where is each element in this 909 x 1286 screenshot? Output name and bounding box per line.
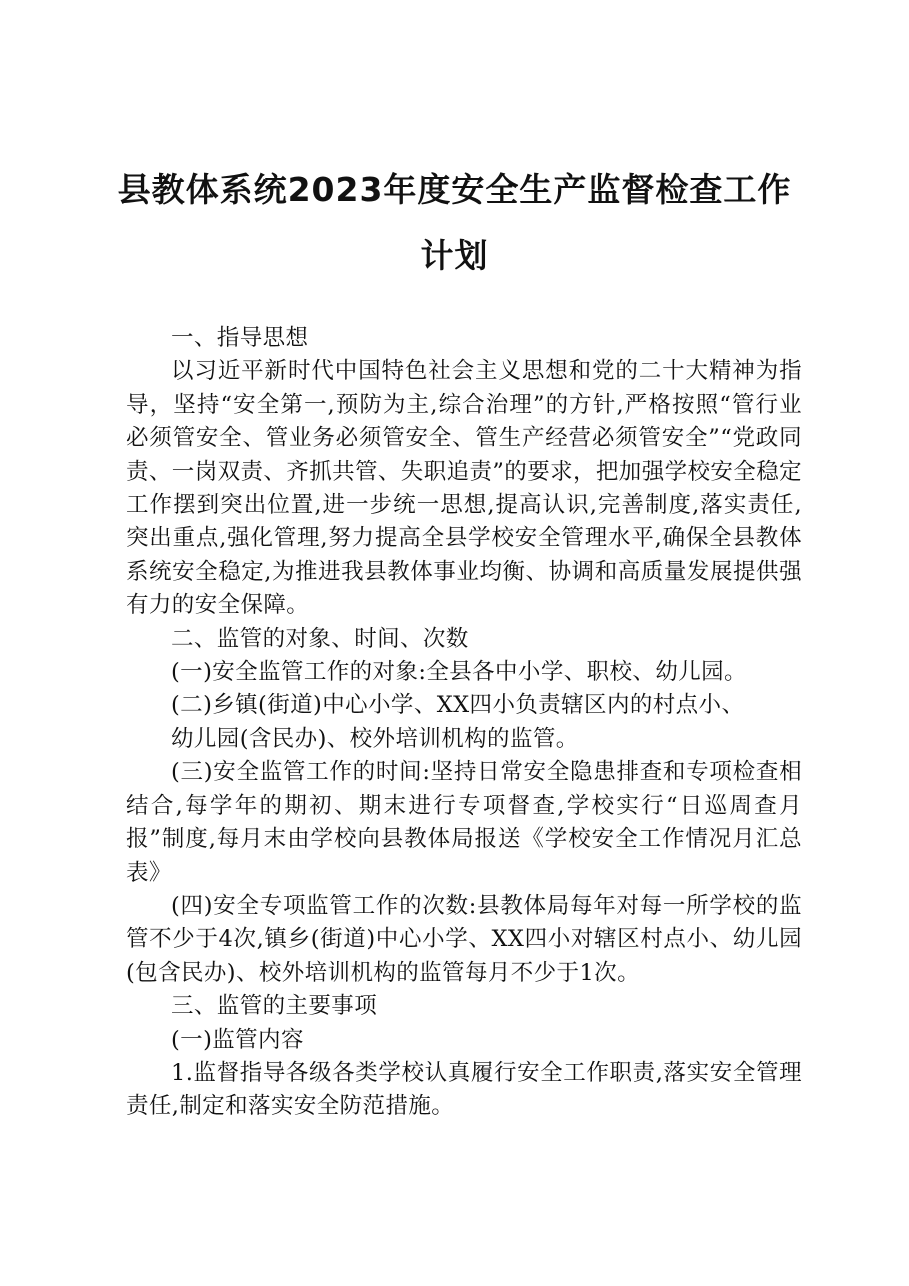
paragraph-content-item-1: 1.监督指导各级各类学校认真履行安全工作职责,落实安全管理责任,制定和落实安全防范措施。 (126, 1059, 802, 1120)
document-title-line-1: 县教体系统2023年度安全生产监督检查工作 (117, 170, 792, 209)
paragraph-item-1: (一)安全监管工作的对象:全县各中小学、职校、幼儿园。 (171, 659, 747, 686)
section-heading-main-matters: 三、监管的主要事项 (171, 993, 378, 1020)
paragraph-subheading-content: (一)监管内容 (171, 1026, 304, 1053)
section-heading-supervision-objects: 二、监管的对象、时间、次数 (171, 625, 469, 652)
paragraph-item-4: (四)安全专项监管工作的次数:县教体局每年对每一所学校的监管不少于4次,镇乡(街道)中心小学、XX四小对辖区村点小、幼儿园(包含民办)、校外培训机构的监管每月不少于1次。 (126, 892, 802, 986)
paragraph-item-2b: 幼儿园(含民办)、校外培训机构的监管。 (171, 725, 579, 752)
paragraph-item-3: (三)安全监管工作的时间:坚持日常安全隐患排查和专项检查相结合,每学年的期初、期末进行专项督查,学校实行“日巡周查月报”制度,每月末由学校向县教体局报送《学校安全工作情况月汇总表》 (126, 759, 802, 886)
document-title-line-2: 计划 (420, 236, 489, 275)
paragraph-item-2a: (二)乡镇(街道)中心小学、XX四小负责辖区内的村点小、 (171, 692, 745, 719)
document-body (126, 322, 802, 1124)
section-heading-guiding-ideology: 一、指导思想 (171, 325, 309, 351)
paragraph-guiding-ideology: 以习近平新时代中国特色社会主义思想和党的二十大精神为指导，坚持“安全第一,预防为主,综合治理”的方针,严格按照“管行业必须管安全、管业务必须管安全、管生产经营必须管安全”“党政同责、一岗双责、齐抓共管、失职追责”的要求，把加强学校安全稳定工作摆到突出位置,进一步统一思想,提高认识,完善制度,落实责任,突出重点,强化管理,努力提高全县学校安全管理水平,确保全县教体系统安全稳定,为推进我县教体事业均衡、协调和高质量发展提供强有力的安全保障。 (126, 358, 803, 619)
